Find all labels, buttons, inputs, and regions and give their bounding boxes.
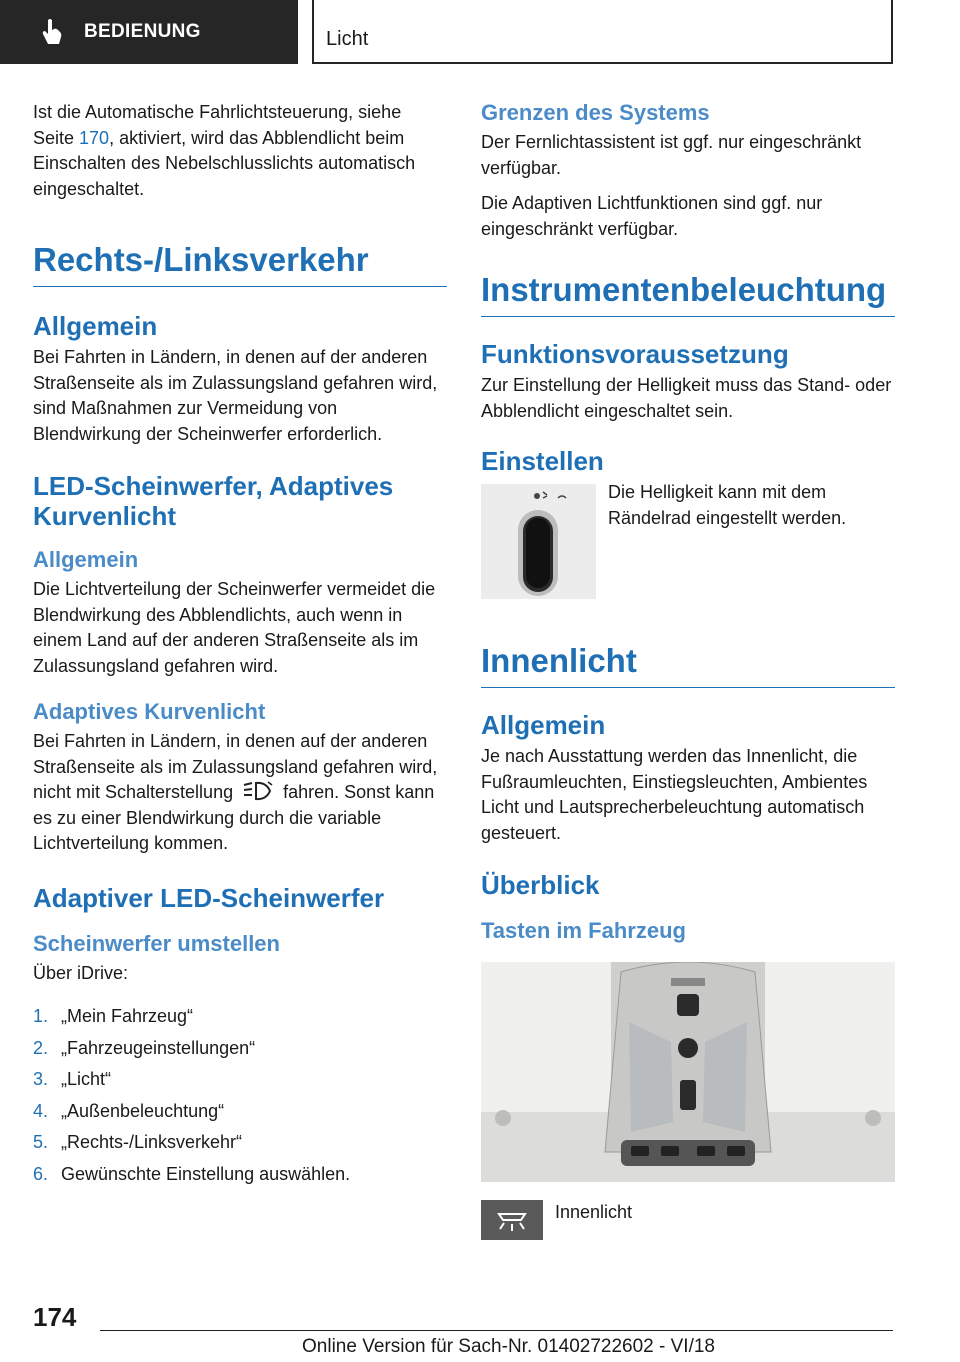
caption-innenlicht: Innenlicht [555,1202,633,1222]
paragraph-idrive: Über iDrive: [33,962,129,983]
step-text: „Mein Fahrzeug“ [61,1006,194,1026]
chapter-box [312,0,893,64]
paragraph-allgemein-1: Bei Fahrten in Ländern, in denen auf der anderen Straßenseite als im Zulassungsland gefahren wird, sind Maßnahmen zur Vermeidung von Blendwirkung der Scheinwerfer erforderlich. [33,347,438,444]
footer-text: Online Version für Sach-Nr. 01402722602 - VI/18 [302,1336,715,1357]
heading-allgemein-2: Allgemein [33,547,139,572]
interior-light-button-image [481,1200,543,1240]
footer-divider [100,1330,893,1331]
light-distribution-icon [238,780,278,802]
paragraph-allgemein-2: Die Lichtverteilung der Scheinwerfer vermeidet die Blendwirkung des Abblendlichts, auch wenn in einem Land auf der anderen Straßenseite als im Zulassungsland gefahren wird. [33,579,436,676]
step-number: 6. [33,1163,49,1184]
page-number: 174 [33,1302,77,1332]
roof-console-image [481,962,895,1182]
heading-ueberblick: Überblick [481,870,600,900]
intro-text-b: , aktiviert, wird das Abblendlicht beim Einschalten des Nebelschlusslichts automatisch eingeschaltet. [33,127,416,199]
step-number: 1. [33,1006,49,1026]
steps-list [33,1004,447,1187]
paragraph-grenzen-1: Der Fernlichtassistent ist ggf. nur eingeschränkt verfügbar. [481,132,862,178]
step-text: „Licht“ [61,1069,112,1089]
heading-einstellen: Einstellen [481,446,604,476]
list-item [33,1099,447,1125]
heading-adaptives-kurvenlicht: Adaptives Kurvenlicht [33,699,266,724]
heading-allgemein-3: Allgemein [481,710,606,740]
intro-paragraph [33,100,447,202]
step-text: „Außenbeleuchtung“ [61,1100,225,1121]
paragraph-allgemein-3: Je nach Ausstattung werden das Innenlicht, die Fußraumleuchten, Einstiegsleuchten, Ambientes Licht und Lautsprecherbeleuchtung automatisch gesteuert. [481,746,868,843]
step-number: 4. [33,1100,49,1121]
step-number: 2. [33,1037,49,1058]
step-text: „Fahrzeugeinstellungen“ [61,1037,256,1058]
page-link[interactable]: 170 [79,127,110,148]
thumbwheel-dimmer-icon [481,484,596,599]
roof-console-illustration [481,962,895,1182]
right-column [481,100,895,1240]
heading-led-scheinwerfer: LED-Scheinwerfer, Adaptives Kurvenlicht [33,471,394,531]
hand-pointer-icon [40,18,64,46]
step-number: 3. [33,1069,49,1089]
section-label: BEDIENUNG [84,21,201,42]
heading-scheinwerfer-umstellen: Scheinwerfer umstellen [33,930,280,956]
paragraph-grenzen-2: Die Adaptiven Lichtfunktionen sind ggf. nur eingeschränkt verfügbar. [481,193,823,239]
step-number: 5. [33,1132,49,1152]
list-item [33,1004,447,1030]
left-column [33,100,447,1193]
list-item [33,1130,447,1156]
heading-adaptiver-led: Adaptiver LED-Scheinwerfer [33,882,385,913]
paragraph-funktion: Zur Einstellung der Helligkeit muss das Stand- oder Abblendlicht eingeschaltet sein. [481,375,892,421]
list-item [33,1067,447,1093]
paragraph-einstellen: Die Helligkeit kann mit dem Rändelrad eingestellt werden. [608,482,847,528]
step-text: „Rechts-/Linksverkehr“ [61,1132,243,1152]
paragraph-adaptives [33,729,447,857]
heading-grenzen: Grenzen des Systems [481,100,710,125]
interior-light-icon [481,1200,543,1240]
innenlicht-caption-row [481,1200,895,1240]
heading-instrumentenbeleuchtung: Instrumentenbeleuchtung [481,270,895,317]
thumbwheel-image [481,484,596,599]
chapter-label: Licht [326,28,369,50]
intro-text-a: Ist die Automatische Fahrlichtsteuerung, siehe Seite [33,102,402,148]
heading-allgemein-1: Allgemein [33,311,158,341]
heading-funktionsvoraussetzung: Funktionsvoraussetzung [481,339,789,369]
adaptives-text-b: fahren. Sonst kann es zu einer Blendwirkung durch die variable Lichtverteilung kommen. [33,782,435,853]
step-text: Gewünschte Einstellung auswählen. [61,1163,351,1184]
adaptives-text-a: Bei Fahrten in Ländern, in denen auf der anderen Straßenseite als im Zulassungsland gefahren wird, nicht mit Schalterstellung [33,731,438,802]
list-item [33,1162,447,1188]
list-item [33,1036,447,1062]
heading-rechts-linksverkehr: Rechts-/Linksverkehr [33,240,447,287]
section-tab [0,0,298,64]
heading-tasten-im-fahrzeug: Tasten im Fahrzeug [481,918,686,943]
heading-innenlicht: Innenlicht [481,641,895,688]
einstellen-figure-row [481,480,895,599]
